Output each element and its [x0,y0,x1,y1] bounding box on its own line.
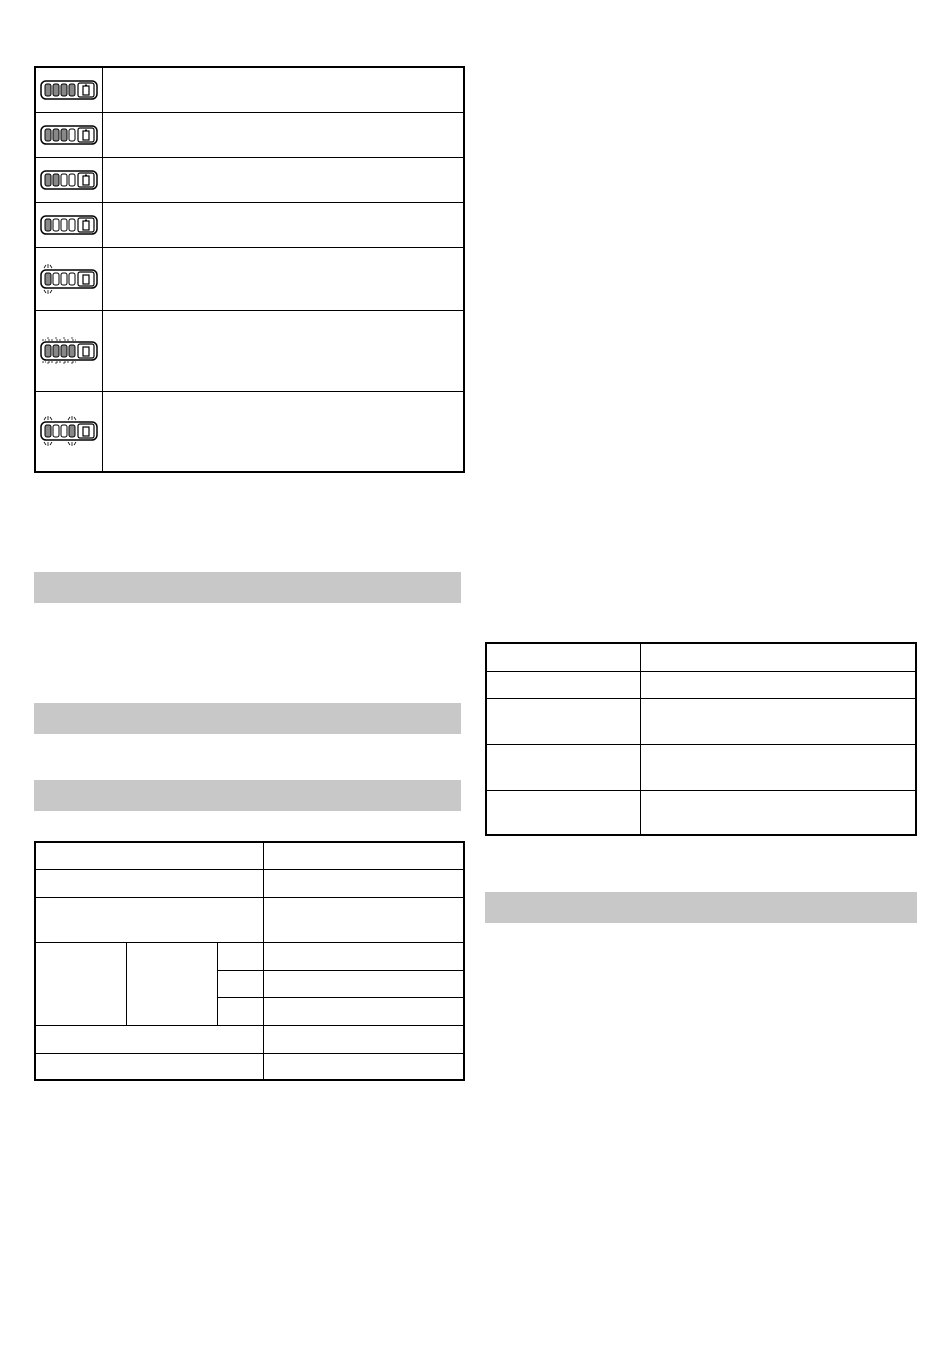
spec-group-label [35,942,126,1025]
spec-value [263,869,464,897]
battery-desc [102,157,464,202]
info-label [486,671,640,698]
spec-value [263,942,464,970]
info-label [486,744,640,790]
spec-label [35,842,263,869]
battery-1-bar-blinking-icon [39,264,99,294]
battery-outer-bars-blinking-icon [39,416,99,446]
spec-label [35,897,263,942]
spec-label [35,1025,263,1053]
spec-label [35,1053,263,1080]
battery-desc [102,310,464,391]
battery-desc [102,112,464,157]
right-info-table [485,642,917,834]
battery-desc [102,247,464,310]
info-label [486,790,640,835]
section-heading-bar [34,572,461,603]
section-heading-bar [34,703,461,734]
battery-icon-cell [35,67,102,112]
spec-subgroup-label [126,942,217,1025]
info-value [640,698,916,744]
info-value [640,790,916,835]
battery-1-bar-icon [40,214,98,236]
battery-icon-cell [35,310,102,391]
section-heading-bar [485,892,917,923]
battery-all-bars-blinking-icon [39,336,99,366]
spec-value [263,1025,464,1053]
battery-desc [102,67,464,112]
spec-value [263,897,464,942]
battery-desc [102,202,464,247]
info-label [486,698,640,744]
info-label [486,643,640,671]
battery-icon-cell [35,391,102,472]
battery-icon-cell [35,247,102,310]
spec-value [263,970,464,997]
spec-label [35,869,263,897]
info-value [640,643,916,671]
battery-2-bars-icon [40,169,98,191]
battery-indicator-table [34,66,465,473]
battery-4-bars-icon [40,79,98,101]
battery-desc [102,391,464,472]
battery-3-bars-icon [40,124,98,146]
battery-icon-cell [35,112,102,157]
info-value [640,744,916,790]
info-value [640,671,916,698]
spec-table [34,841,465,1081]
section-heading-bar [34,780,461,811]
battery-icon-cell [35,157,102,202]
spec-value [263,1053,464,1080]
spec-sub-label [217,970,263,997]
spec-value [263,842,464,869]
battery-icon-cell [35,202,102,247]
spec-sub-label [217,942,263,970]
spec-value [263,997,464,1025]
spec-sub-label [217,997,263,1025]
